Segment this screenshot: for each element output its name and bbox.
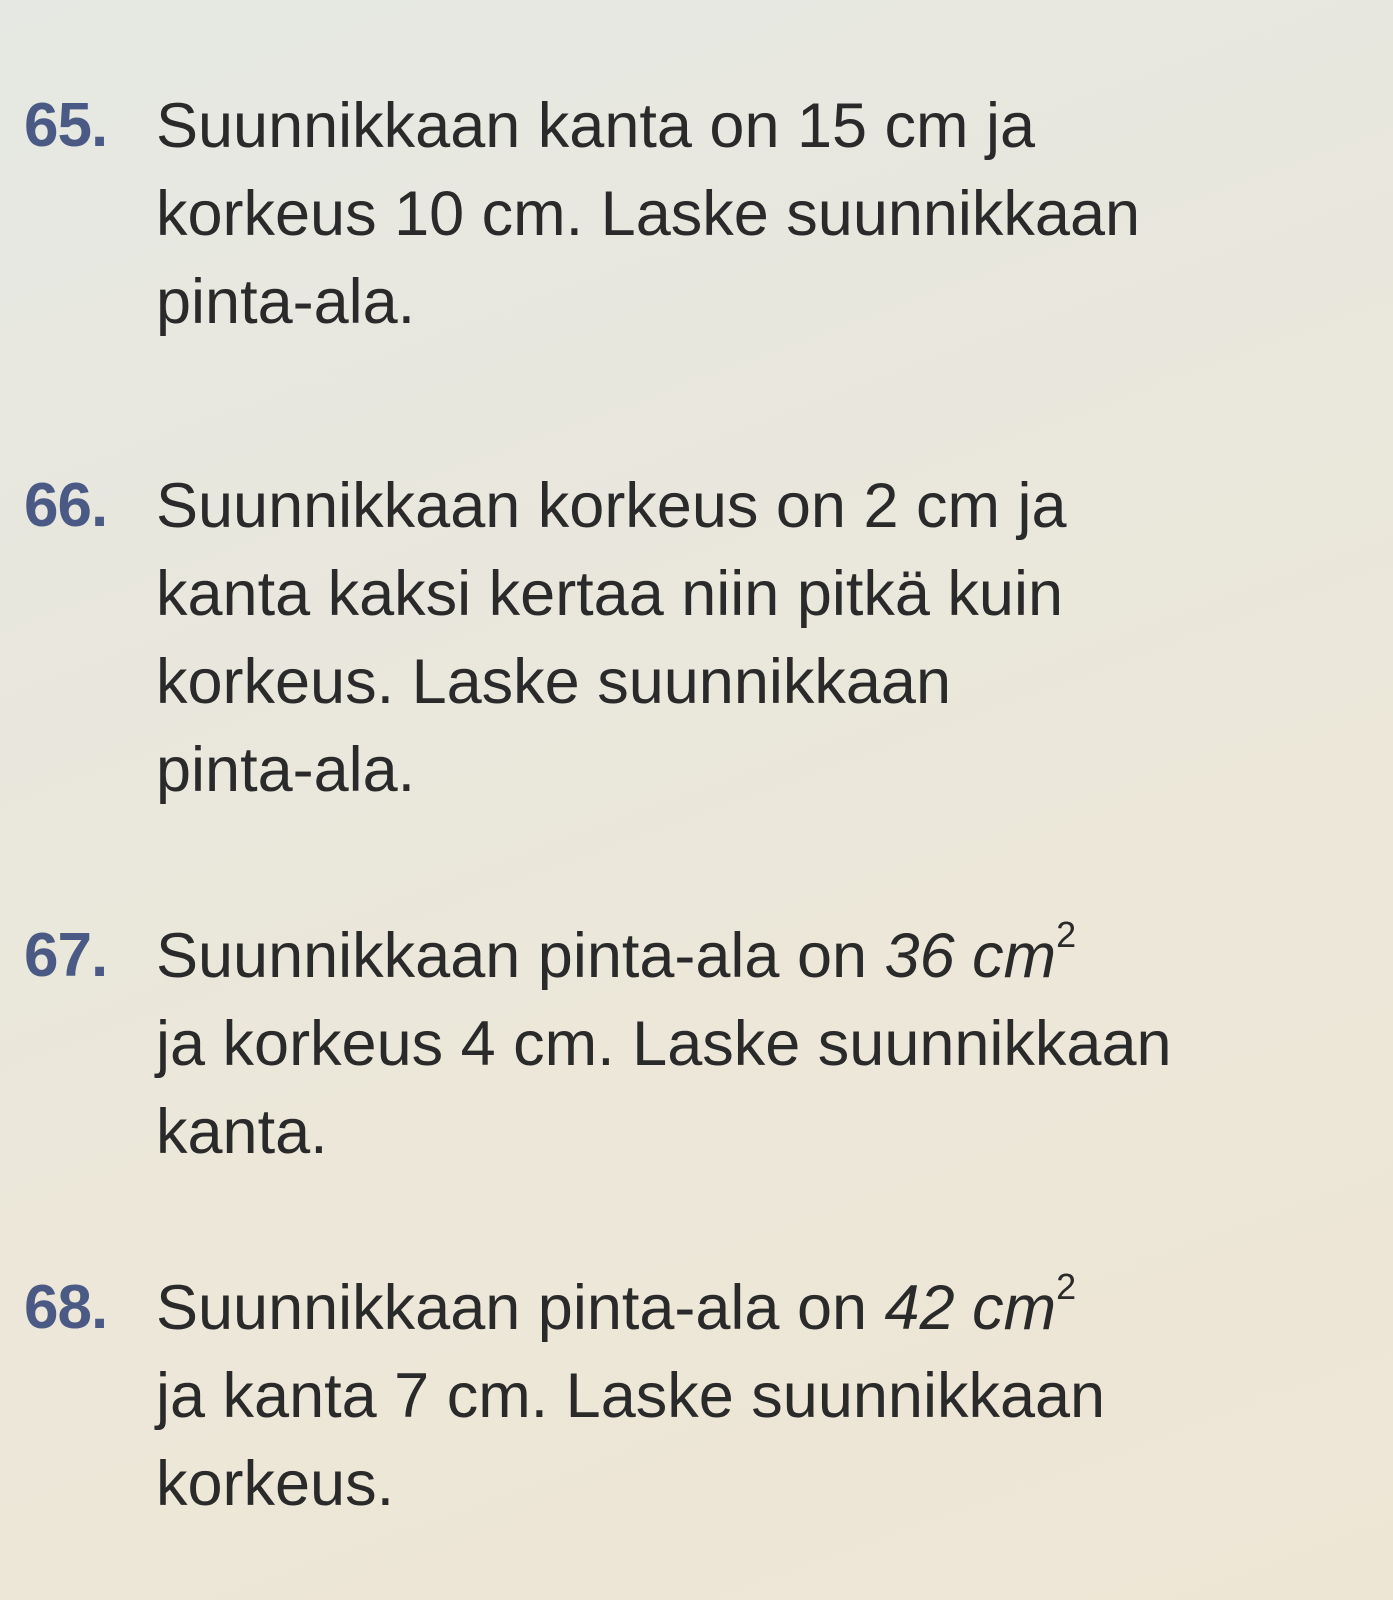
- problem-text: [156, 1264, 1346, 1528]
- exponent: 2: [1056, 914, 1077, 955]
- problem-line: [156, 1264, 1346, 1352]
- problem-number: 65.: [24, 91, 108, 160]
- problem-line: korkeus.: [156, 1449, 395, 1519]
- problem-line: pinta-ala.: [156, 267, 416, 337]
- problem-number: 68.: [24, 1273, 108, 1342]
- problem-text: [156, 462, 1346, 814]
- line-prefix: Suunnikkaan pinta-ala on: [156, 1273, 885, 1343]
- problem-line: korkeus. Laske suunnikkaan: [156, 647, 951, 717]
- area-value: 42 cm: [884, 1273, 1057, 1343]
- problem-line: ja kanta 7 cm. Laske suunnikkaan: [156, 1361, 1106, 1431]
- problem-line: pinta-ala.: [156, 735, 416, 805]
- problem-line: kanta kaksi kertaa niin pitkä kuin: [156, 559, 1063, 629]
- problem-line: kanta.: [156, 1097, 328, 1167]
- problem-line: korkeus 10 cm. Laske suunnikkaan: [156, 179, 1141, 249]
- problem-number: 66.: [24, 471, 108, 540]
- problem-text: [156, 82, 1346, 346]
- line-prefix: Suunnikkaan pinta-ala on: [156, 921, 885, 991]
- area-value: 36 cm: [884, 921, 1057, 991]
- problem-line: ja korkeus 4 cm. Laske suunnikkaan: [156, 1009, 1172, 1079]
- exponent: 2: [1056, 1266, 1077, 1307]
- problem-line: Suunnikkaan kanta on 15 cm ja: [156, 91, 1036, 161]
- problem-number: 67.: [24, 921, 108, 990]
- problem-line: [156, 912, 1346, 1000]
- problem-text: [156, 912, 1346, 1176]
- problem-line: Suunnikkaan korkeus on 2 cm ja: [156, 471, 1067, 541]
